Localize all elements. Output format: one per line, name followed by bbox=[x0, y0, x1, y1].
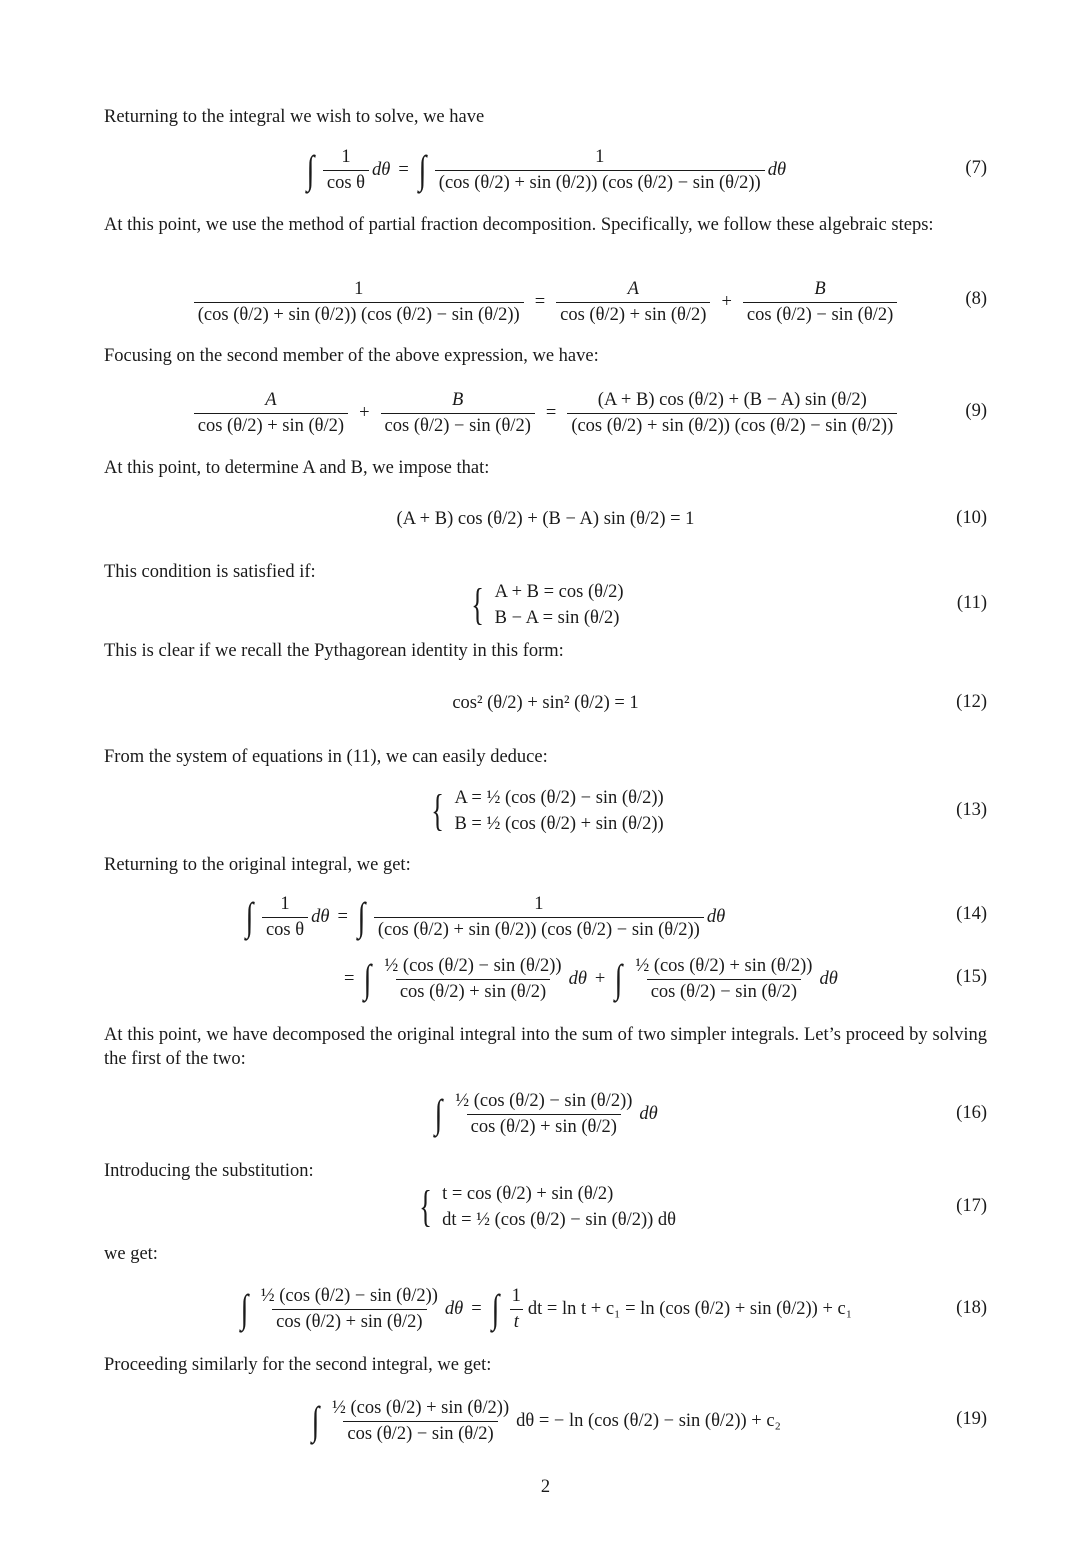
equation-11: { A + B = cos (θ/2) B − A = sin (θ/2) bbox=[471, 580, 624, 629]
paragraph-partial-fractions: At this point, we use the method of partial fraction decomposition. Specifically, we follow these algebraic steps: bbox=[104, 215, 934, 235]
equation-number: (14) bbox=[956, 904, 987, 924]
equation-number: (15) bbox=[956, 967, 987, 987]
equation-7: ∫ $\frac{1}{\text{cos θ}}$ dθ = ∫ $\frac{1}{(\cos (\theta/2) + \sin (\theta/2)) (\cos (\theta/2) - \sin (\theta/2))}$ dθ bbox=[306, 146, 787, 193]
equation-number: (16) bbox=[956, 1103, 987, 1123]
equation-number: (7) bbox=[965, 158, 987, 178]
integral-sign: ∫ bbox=[418, 147, 427, 192]
paragraph-determine-ab: At this point, to determine A and B, we impose that: bbox=[104, 458, 490, 478]
equation-16: ∫ $\frac{\text{½ (cos (θ/2) − sin (θ/2))}}{\cos (\theta/2) + \sin (\theta/2)}$ dθ bbox=[434, 1090, 658, 1137]
equation-number: (12) bbox=[956, 692, 987, 712]
page-number: 2 bbox=[540, 1477, 551, 1497]
equation-number: (8) bbox=[965, 289, 987, 309]
paragraph-decomposed: At this point, we have decomposed the original integral into the sum of two simpler integrals. Let’s proceed by solving the first of the two: bbox=[104, 1025, 987, 1069]
left-brace: { bbox=[419, 1182, 432, 1231]
paragraph-original-integral: Returning to the original integral, we get: bbox=[104, 855, 411, 875]
fraction: $\frac{1}{(\cos (\theta/2) + \sin (\theta/2)) (\cos (\theta/2) - \sin (\theta/2))}$ bbox=[435, 147, 765, 194]
left-brace: { bbox=[431, 786, 445, 835]
equation-number: (11) bbox=[956, 593, 987, 613]
equation-12: cos² (θ/2) + sin² (θ/2) = 1 bbox=[452, 692, 639, 713]
paragraph-we-get: we get: bbox=[104, 1244, 158, 1264]
equation-17: { t = cos (θ/2) + sin (θ/2) dt = ½ (cos (θ/2) − sin (θ/2)) dθ bbox=[419, 1182, 677, 1231]
integral-sign: ∫ bbox=[306, 147, 315, 192]
equation-9: $\frac{A}{\cos (\theta/2) + \sin (\theta/2)}$ + $\frac{B}{\cos (\theta/2) - \sin (\theta/2)}$ = $\frac{(A + B) \cos (\theta/2) + (B - A) \sin (\theta/2)}{(\cos (\theta/2) + \sin (\theta/2)) (\cos (\theta/2) - \sin (\theta/2))}$ bbox=[104, 383, 987, 443]
paragraph-second-member: Focusing on the second member of the above expression, we have: bbox=[104, 346, 599, 366]
left-brace: { bbox=[471, 580, 485, 629]
paragraph-deduce: From the system of equations in (11), we can easily deduce: bbox=[104, 747, 548, 767]
equation-18: ∫ $\frac{\text{½ (cos (θ/2) − sin (θ/2))}}{\cos (\theta/2) + \sin (\theta/2)}$ dθ = ∫ $\frac{1}{t}$ dt = ln t + c₁ = ln (cos (θ/2) + sin (θ/2)) + c₁ bbox=[240, 1285, 853, 1332]
equation-number: (10) bbox=[956, 508, 987, 528]
equation-number: (19) bbox=[956, 1409, 987, 1429]
equation-number: (17) bbox=[956, 1196, 987, 1216]
equation-13: { A = ½ (cos (θ/2) − sin (θ/2)) B = ½ (cos (θ/2) + sin (θ/2)) bbox=[431, 786, 664, 835]
equation-15: = ∫ $\frac{\text{½ (cos (θ/2) − sin (θ/2))}}{\cos (\theta/2) + \sin (\theta/2)}$ dθ + ∫ $\frac{\text{½ (cos (θ/2) + sin (θ/2))}}{\cos (\theta/2) - \sin (\theta/2)}$ dθ bbox=[344, 955, 838, 1002]
fraction: $\frac{1}{\text{cos θ}}$ bbox=[323, 147, 369, 194]
equation-8: $\frac{1}{(\cos (\theta/2) + \sin (\theta/2)) (\cos (\theta/2) - \sin (\theta/2))}$ = $\frac{A}{\cos (\theta/2) + \sin (\theta/2)}$ + $\frac{B}{\cos (\theta/2) - \sin (\theta/2)}$ bbox=[104, 272, 987, 332]
paragraph-substitution: Introducing the substitution: bbox=[104, 1161, 314, 1181]
equation-19: ∫ $\frac{\text{½ (cos (θ/2) + sin (θ/2))}}{\cos (\theta/2) - \sin (\theta/2)}$ dθ = − ln (cos (θ/2) − sin (θ/2)) + c₂ bbox=[311, 1397, 781, 1444]
paragraph-condition: This condition is satisfied if: bbox=[104, 562, 316, 582]
equation-10: (A + B) cos (θ/2) + (B − A) sin (θ/2) = 1 bbox=[396, 508, 695, 529]
equation-number: (13) bbox=[956, 800, 987, 820]
paragraph-second-integral: Proceeding similarly for the second integral, we get: bbox=[104, 1355, 492, 1375]
paragraph-intro: Returning to the integral we wish to solve, we have bbox=[104, 107, 485, 127]
equation-number: (9) bbox=[965, 401, 987, 421]
paragraph-pythagorean: This is clear if we recall the Pythagorean identity in this form: bbox=[104, 641, 564, 661]
equation-14: ∫ $\frac{1}{\text{cos θ}}$ dθ = ∫ $\frac{1}{(\cos (\theta/2) + \sin (\theta/2)) (\cos (\theta/2) - \sin (\theta/2))}$ dθ bbox=[245, 893, 726, 940]
equation-number: (18) bbox=[956, 1298, 987, 1318]
